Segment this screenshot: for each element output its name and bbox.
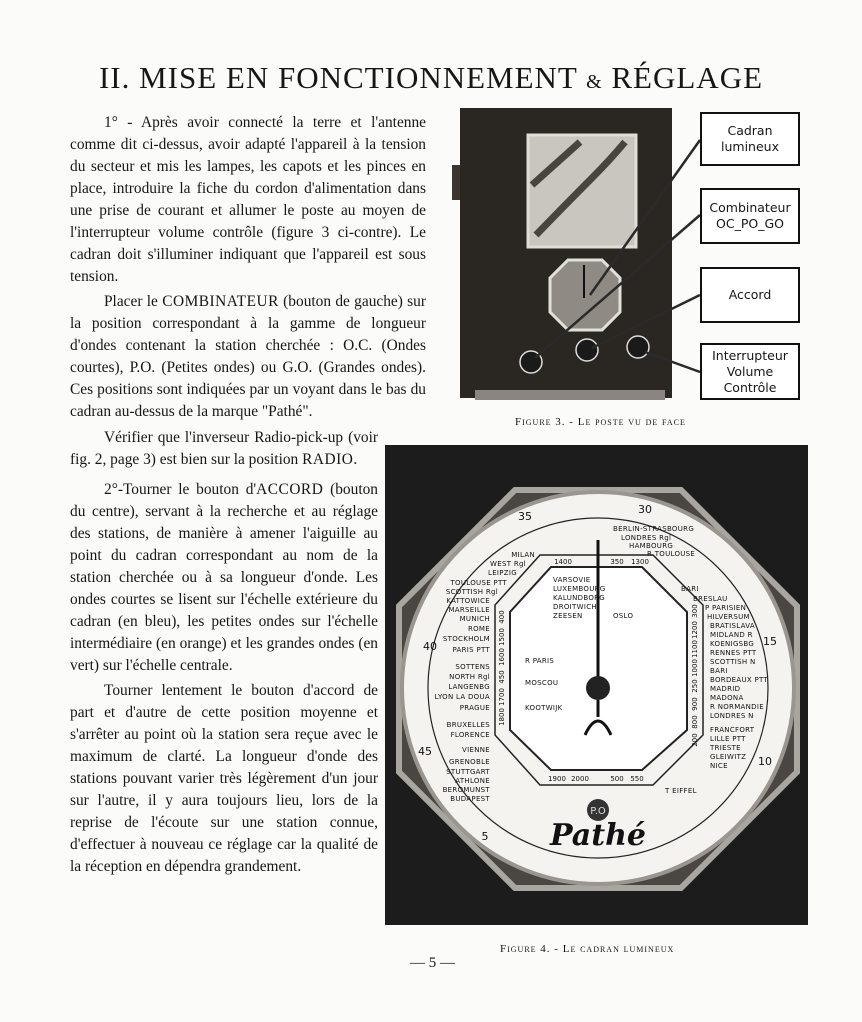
station-label: SCOTTISH Rgl [445,588,498,596]
scale-number: 10 [758,755,772,768]
station-label: R TOULOUSE [647,550,696,558]
figure-4-caption: Figure 4. - Le cadran lumineux [500,943,675,955]
p4-rest: (bouton du centre), servant à la recherche et au réglage des stations, de manière à amener l'aiguille au point du cadran correspondant au nom de la station cherchée ou à sa longueur d'onde. Les ondes courtes se lisent sur l'échelle extérieure du cadran (en bleu), les petites ondes sur l'échelle intermédiaire (en orange) et les grandes ondes (en vert) sur l'échelle centrale. [70,481,378,674]
scale-number: 500 [610,775,624,783]
station-label: MADRID [710,685,741,693]
callout-text: Combinateur [709,200,791,215]
page-title [0,60,862,96]
title-amp: & [586,71,603,93]
station-label: LILLE PTT [710,735,746,743]
station-label: LONDRES N [710,712,754,720]
scale-number: 350 [610,558,624,566]
station-label: HILVERSUM [707,613,750,621]
scale-number: 1000 [691,659,699,677]
p3-keyword: RADIO. [302,451,358,468]
callout-accord [700,267,800,323]
text-flow [70,112,426,881]
callout-text: Cadran [727,123,773,138]
p2-keyword: COMBINATEUR [162,293,279,310]
station-label: PARIS PTT [452,646,490,654]
scale-number: 40 [423,640,437,653]
station-label: VIENNE [462,746,490,754]
p4-keyword: ACCORD [256,481,324,498]
cabinet-base [475,390,665,400]
scale-number: 900 [691,697,699,711]
station-label: P PARISIEN [705,604,747,612]
station-label: LYON LA DOUA [434,693,490,701]
scale-number: 1900 [548,775,566,783]
title-end: RÉGLAGE [611,60,764,95]
scale-number: 35 [518,510,532,523]
station-label: KOOTWIJK [525,704,563,712]
station-label: T EIFFEL [665,787,697,795]
station-label: VARSOVIE [553,576,591,584]
station-label: NICE [710,762,728,770]
station-label: NORTH Rgl [449,673,490,681]
scale-number: 1800 [498,708,506,726]
station-label: LUXEMBOURG [553,585,606,593]
station-label: BERLIN-STRASBOURG [613,525,695,533]
station-label: ROME [467,625,490,633]
p3-start: Vérifier que l'inverseur Radio-pick-up (voir fig. 2, page 3) est bien sur la position [70,429,378,468]
station-label: BARI [681,585,699,593]
station-label: R NORMANDIE [710,703,764,711]
station-label: SCOTTISH N [710,658,756,666]
station-label: FRANCFORT [710,726,755,734]
scale-number: 1200 [691,621,699,639]
scale-number: 1500 [498,628,506,646]
station-label: BEROMUNST [442,786,490,794]
callout-interrupteur [700,343,800,400]
scale-number: 200 [691,733,699,747]
station-label: MILAN [511,551,535,559]
figure-3 [450,100,810,410]
callout-text: OC_PO_GO [716,216,784,231]
scale-number: 1300 [631,558,649,566]
scale-number: 1700 [498,688,506,706]
needle-hub [586,676,610,700]
text-column-top [70,112,426,423]
station-label: BRATISLAVA [710,622,755,630]
page-number: — 5 — [410,955,455,971]
figure-3-caption: Figure 3. - Le poste vu de face [515,416,686,428]
scale-number: 2000 [571,775,589,783]
paragraph-1: 1° - Après avoir connecté la terre et l'antenne comme dit ci-dessus, avoir adapté l'appareil à la tension du secteur et mis les lampes, les capots et les pinces en place, introduire la fiche du cordon d'alimentation dans une prise de courant et allumer le poste au moyen de l'interrupteur volume contrôle (figure 3 ci-contre). Le cadran doit s'illuminer indiquant que l'appareil est sous tension. [70,114,426,285]
station-label: BRESLAU [693,595,728,603]
station-label: RENNES PTT [710,649,757,657]
station-label: GRENOBLE [449,758,490,766]
station-label: BRUXELLES [446,721,490,729]
scale-number: 5 [481,830,489,843]
scale-number: 400 [498,610,506,624]
scale-number: 250 [691,679,699,693]
interrupteur-knob[interactable] [627,336,649,358]
paragraph-2 [70,291,426,423]
tuning-dial [385,445,808,925]
station-label: BUDAPEST [450,795,490,803]
scale-number: 45 [418,745,432,758]
station-label: ZEESEN [553,612,583,620]
callout-text: Interrupteur [712,347,788,363]
station-label: MUNICH [459,615,490,623]
station-label: BORDEAUX PTT [710,676,769,684]
station-label: LANGENBG [448,683,490,691]
scale-number: 800 [691,715,699,729]
station-label: ATHLONE [455,777,490,785]
station-label: KOENIGSBG [710,640,755,648]
figure-4-dial-photo [385,445,808,925]
station-label: SOTTENS [455,663,490,671]
callout-text: Volume [726,363,774,379]
paragraph-3 [70,427,378,471]
station-label: TRIESTE [710,744,741,752]
p2-start: Placer le [104,293,158,310]
paragraph-5: Tourner lentement le bouton d'accord de part et d'autre de cette position moyenne et s'arrêter au point où la station sera reçue avec le maximum de clarté. La longueur d'onde des stations pouvant varier très légèrement d'un jour sur l'autre, il y aura toujours lieu, lors de la reprise de l'écoute sur une station connue, d'effectuer à nouveau ce réglage car la qualité de la réception en dépendra grandement. [70,682,378,875]
scale-number: 1100 [691,640,699,658]
callout-text: lumineux [721,139,779,154]
paragraph-4 [70,479,378,677]
callout-text: Accord [728,287,772,302]
station-label: STUTTGART [446,768,490,776]
title-main: II. MISE EN FONCTIONNEMENT [98,60,578,95]
station-label: FLORENCE [450,731,490,739]
scale-number: 550 [630,775,644,783]
accord-knob[interactable] [576,339,598,361]
station-label: KALUNDBORG [553,594,606,602]
text-column-bottom [70,427,378,878]
brand-logo: Pathé [550,818,646,853]
station-label: PRAGUE [459,704,490,712]
station-label: HAMBOURG [629,542,674,550]
callout-cadran-lumineux [700,112,800,166]
station-label: MOSCOU [525,679,559,687]
callout-combinateur [700,188,800,244]
station-label: WEST Rgl [490,560,526,568]
station-label: TOULOUSE PTT [450,579,507,587]
station-label: BARI [710,667,728,675]
band-indicator-label: P.O [590,806,606,817]
station-label: OSLO [613,612,634,620]
scale-number: 1600 [498,648,506,666]
station-label: LEIPZIG [488,569,517,577]
scale-number: 450 [498,670,506,684]
scale-number: 30 [638,503,652,516]
p4-start: 2°-Tourner le bouton d' [104,481,257,498]
scale-number: 15 [763,635,777,648]
scale-number: 1400 [554,558,572,566]
station-label: GLEIWITZ [710,753,747,761]
station-label: STOCKHOLM [442,635,490,643]
station-label: R PARIS [525,657,555,665]
station-label: MIDLAND R [710,631,753,639]
station-label: KATTOWICE [446,597,490,605]
station-label: LONDRES Rgl [621,534,672,542]
station-label: MARSEILLE [448,606,490,614]
callout-text: Contrôle [723,379,777,395]
scale-number: 300 [691,604,699,618]
p2-rest: (bouton de gauche) sur la position correspondant à la gamme de longueur d'ondes contenant la station cherchée : O.C. (Ondes courtes), P.O. (Petites ondes) ou G.O. (Grandes ondes). Ces positions sont indiquées par un voyant dans le bas du cadran au-dessus de la marque "Pathé". [70,293,426,420]
station-label: DROITWICH [553,603,597,611]
station-label: MADONA [710,694,744,702]
